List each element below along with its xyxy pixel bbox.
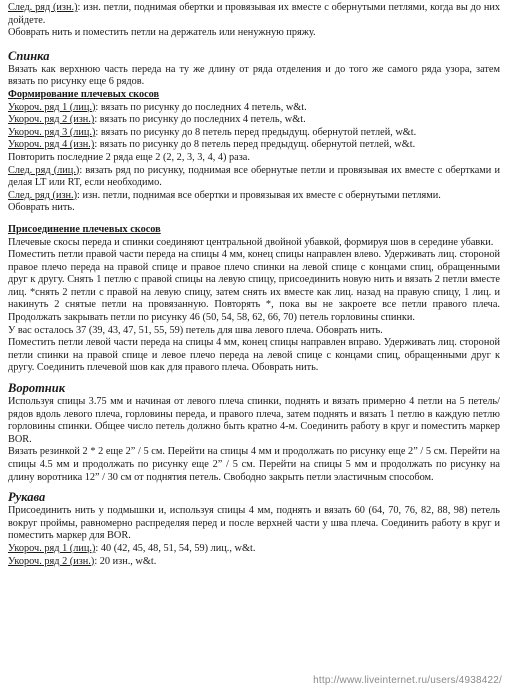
row-label: Укороч. ряд 1 (лиц.) — [8, 101, 96, 113]
short-row-1 — [8, 102, 500, 115]
sleeve-short-row-1 — [8, 543, 500, 556]
collar-heading: Воротник — [8, 381, 66, 396]
row-text: : изн. петли, поднимая обертки и провязывая их вместе с обернутыми петлями, когда вы до них дойдете. — [8, 2, 500, 26]
intro-cut-yarn: Обоврать нить и поместить петли на держатель или ненужную пряжу. — [8, 27, 316, 39]
row-text: : вязать по рисунку до последних 4 петель, w&t. — [94, 114, 306, 126]
short-row-3 — [8, 127, 500, 140]
row-text: : вязать по рисунку до 8 петель перед предыдущ. обернутой петлей, w&t. — [95, 126, 417, 138]
next-row-rs — [8, 165, 500, 190]
sleeve-short-row-2 — [8, 556, 500, 569]
shoulder-shaping-subheading: Формирование плечевых скосов — [8, 88, 160, 100]
intro-next-row — [8, 2, 500, 27]
sleeves-heading: Рукава — [8, 490, 46, 505]
row-text: : 40 (42, 45, 48, 51, 54, 59) лиц., w&t. — [95, 542, 256, 554]
source-watermark: http://www.liveinternet.ru/users/4938422/ — [313, 675, 502, 686]
row-text: : вязать ряд по рисунку, поднимая все обернутые петли и провязывая их вместе с обертками и делая LT или RT, если необходимо. — [8, 164, 500, 189]
join-paragraph-2: Поместить петли правой части переда на спицы 4 мм, конец спицы направлен влево. Удерживать лиц. стороной правое плечо переда на правой спице и правое плечо спинки на левой спице с концами спиц, обращенными друг к другу. Снять 1 петлю с правой спицы на левую спицу, присоединить новую нить и вязать 2 петли вместе лиц. *снять 2 петли с правой на левую спицу, затем снять их вместе как лиц. назад на правую спицу, 1 лиц. и накинуть 2 снятые петли на провязанную. Повторять *, пока вы не закроете все петли правого плеча. Продолжать закрывать петли по рисунку 46 (50, 54, 58, 62, 66, 70) петель горловины спинки. — [8, 249, 500, 324]
row-label: Укороч. ряд 2 (изн.) — [8, 114, 95, 126]
join-paragraph-1: Плечевые скосы переда и спинки соединяют центральной двойной убавкой, формируя шов в середине убавки. — [8, 236, 494, 248]
collar-paragraph-2: Вязать резинкой 2 * 2 еще 2” / 5 см. Перейти на спицы 4 мм и продолжать по рисунку еще 2” / 5 см. Перейти на спицы 4.5 мм и продолжать по рисунку еще 2” / 5 см. Перейти на спицы 5 мм и продолжать по рисунку на длину воротника 12” / 30 см от поднятия петель. Свободно закрыть петли эластичным способом. — [8, 446, 500, 483]
repeat-instruction: Повторить последние 2 ряда еще 2 (2, 2, 3, 3, 4, 4) раза. — [8, 151, 250, 163]
row-text: : вязать по рисунку до 8 петель перед предыдущ. обернутой петлей, w&t. — [94, 139, 416, 151]
row-label: След. ряд (изн.) — [8, 2, 78, 13]
row-label: Укороч. ряд 1 (лиц.) — [8, 542, 96, 554]
row-label: Укороч. ряд 2 (изн.) — [8, 555, 95, 567]
join-paragraph-3: У вас осталось 37 (39, 43, 47, 51, 55, 59) петель для шва левого плеча. Обоврать нить. — [8, 324, 383, 336]
sleeves-paragraph-1: Присоединить нить у подмышки и, используя спицы 4 мм, поднять и вязать 60 (64, 70, 76, 82, 88, 98) петель вокруг проймы, равномерно распределяя перед и после верхней части у шва плеча. Соединить работу в круг и поместить маркер для BOR. — [8, 505, 500, 542]
join-shoulders-subheading: Присоединение плечевых скосов — [8, 223, 161, 235]
collar-paragraph-1: Используя спицы 3.75 мм и начиная от левого плеча спинки, поднять и вязать примерно 4 петли на 5 петель/рядов вдоль левого плеча, горловины переда, и правого плеча, затем поднять и вязать 1 петлю в каждую петлю горловины спинки. Общее число петель должно быть кратно 4-м. Соединить работу в круг и поместить маркер BOR. — [8, 396, 500, 445]
row-text: : изн. петли, поднимая все обертки и провязывая их вместе с обернутыми петлями. — [77, 189, 441, 201]
back-paragraph: Вязать как верхнюю часть переда на ту же длину от ряда отделения и до того же самого ряда узора, затем вязать по рисунку еще 6 рядов. — [8, 63, 500, 88]
row-text: : 20 изн., w&t. — [94, 555, 157, 567]
short-row-2 — [8, 114, 500, 127]
row-label: Укороч. ряд 3 (лиц.) — [8, 126, 96, 138]
back-heading: Спинка — [8, 48, 50, 63]
document-page — [8, 2, 500, 568]
row-label: Укороч. ряд 4 (изн.) — [8, 139, 95, 151]
back-cut-yarn: Обоврать нить. — [8, 202, 75, 214]
row-label: След. ряд (лиц.) — [8, 164, 80, 176]
join-paragraph-4: Поместить петли левой части переда на спицы 4 мм, конец спицы направлен вправо. Удерживать лиц. стороной петли спинки на правой спице и левое плечо переда на левой спице с концами спиц, обращенными друг к другу. Соединить плечевой шов как для правого плеча. Обоврать нить. — [8, 337, 500, 374]
short-row-4 — [8, 139, 500, 152]
row-text: : вязать по рисунку до последних 4 петель, w&t. — [95, 101, 307, 113]
next-row-ws — [8, 190, 500, 203]
row-label: След. ряд (изн.) — [8, 189, 78, 201]
